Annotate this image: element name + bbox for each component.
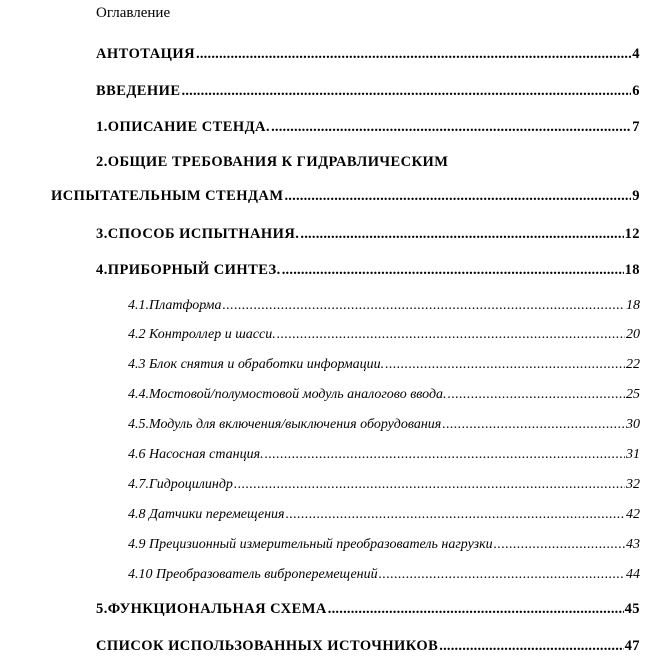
toc-leader-dots [439,637,623,655]
toc-entry-page: 4 [632,46,640,62]
toc-entry-page: 30 [626,417,640,432]
toc-entry-annotation[interactable] [96,45,640,63]
toc-entry-title: ВВЕДЕНИЕ [96,83,181,99]
toc-entry-4[interactable] [96,261,640,279]
toc-entry-introduction[interactable] [96,82,640,100]
toc-entry-title: ИСПЫТАТЕЛЬНЫМ СТЕНДАМ [51,188,284,204]
toc-leader-dots [265,446,625,464]
toc-entry-4-9[interactable] [128,536,640,554]
toc-entry-page: 43 [626,537,640,552]
toc-entry-page: 25 [626,387,640,402]
toc-leader-dots [385,356,625,374]
toc-entry-page: 18 [626,298,640,313]
toc-entry-page: 9 [632,188,640,204]
toc-entry-title: 3.СПОСОБ ИСПЫТНАНИЯ. [96,226,300,242]
toc-entry-title: 4.2 Контроллер и шасси. [128,327,276,342]
toc-leader-dots [271,118,631,136]
toc-entry-4-6[interactable] [128,446,640,464]
toc-entry-title: 1.ОПИСАНИЕ СТЕНДА. [96,119,271,135]
toc-leader-dots [328,600,624,618]
toc-entry-2[interactable] [51,187,640,205]
toc-entry-page: 42 [626,507,640,522]
toc-entry-title: АНТОТАЦИЯ [96,46,196,62]
toc-entry-4-1[interactable] [128,297,640,315]
toc-entry-page: 32 [626,477,640,492]
toc-entry-title: 4.1.Платформа [128,298,222,313]
toc-leader-dots [277,326,625,344]
toc-entry-4-3[interactable] [128,356,640,374]
toc-entry-page: 18 [624,262,640,278]
toc-entry-title: 4.8 Датчики перемещения [128,507,285,522]
toc-entry-page: 45 [624,601,640,617]
toc-entry-title: 4.10 Преобразователь виброперемещений [128,567,378,582]
toc-entry-5[interactable] [96,600,640,618]
toc-leader-dots [300,225,623,243]
toc-entry-4-4[interactable] [128,386,640,404]
toc-entry-page: 31 [626,447,640,462]
toc-leader-dots [234,476,625,494]
toc-entry-title: 4.7.Гидроцилиндр [128,477,233,492]
toc-leader-dots [282,261,624,279]
toc-leader-dots [223,297,626,315]
toc-entry-title: СПИСОК ИСПОЛЬЗОВАННЫХ ИСТОЧНИКОВ [96,638,439,654]
toc-leader-dots [182,82,632,100]
toc-entry-page: 47 [624,638,640,654]
toc-entry-page: 20 [626,327,640,342]
toc-entry-4-5[interactable] [128,416,640,434]
toc-entry-page: 12 [624,226,640,242]
toc-entry-title: 4.ПРИБОРНЫЙ СИНТЕЗ. [96,262,281,278]
toc-entry-title: 4.5.Модуль для включения/выключения оборудования [128,417,442,432]
toc-entry-4-2[interactable] [128,326,640,344]
toc-entry-title: 4.6 Насосная станция. [128,447,264,462]
toc-entry-page: 6 [632,83,640,99]
toc-entry-title: 4.9 Прецизионный измерительный преобразователь нагрузки [128,537,493,552]
toc-entry-references[interactable] [96,637,640,655]
toc-entry-3[interactable] [96,225,640,243]
toc-leader-dots [379,566,625,584]
toc-leader-dots [196,45,631,63]
toc-leader-dots [286,506,625,524]
toc-entry-title: 4.3 Блок снятия и обработки информации. [128,357,385,372]
toc-entry-1[interactable] [96,118,640,136]
toc-entry-4-10[interactable] [128,566,640,584]
toc-entry-4-7[interactable] [128,476,640,494]
toc-leader-dots [442,416,625,434]
toc-entry-page: 22 [626,357,640,372]
toc-entry-title: 5.ФУНКЦИОНАЛЬНАЯ СХЕМА [96,601,327,617]
toc-entry-4-8[interactable] [128,506,640,524]
toc-entry-page: 44 [626,567,640,582]
toc-entry-page: 7 [632,119,640,135]
toc-leader-dots [448,386,625,404]
toc-heading: Оглавление [96,5,171,21]
toc-entry-title: 4.4.Мостовой/полумостовой модуль аналогово ввода. [128,387,447,402]
toc-leader-dots [284,187,631,205]
toc-entry-2-line1[interactable]: 2.ОБЩИЕ ТРЕБОВАНИЯ К ГИДРАВЛИЧЕСКИМ [96,154,449,170]
toc-leader-dots [494,536,625,554]
